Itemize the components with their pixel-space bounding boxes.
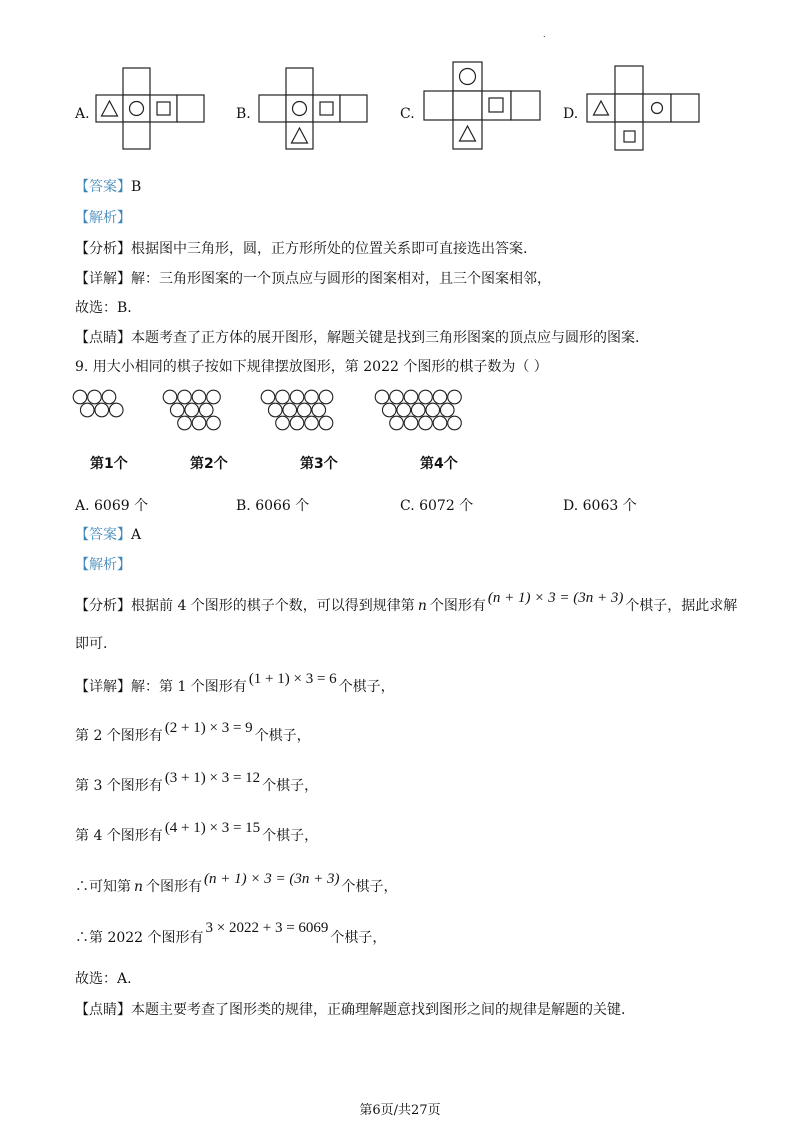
q9-answer-line — [75, 524, 141, 544]
q9-fenxi-end: 即可. — [75, 636, 108, 652]
q9-line6 — [75, 920, 387, 947]
q8-xiangjie-line — [75, 268, 551, 288]
q9-option-a: A. 6069 个 — [75, 498, 149, 514]
line2-text: 第 2 个图形有 — [75, 728, 163, 744]
fenxi-text: 根据图中三角形，圆，正方形所处的位置关系即可直接选出答案. — [131, 241, 528, 257]
q9-option-b: B. 6066 个 — [236, 498, 310, 514]
q9-line3 — [75, 770, 319, 795]
chess-piece — [397, 403, 411, 417]
formula: (1 + 1) × 3 = 6 — [248, 671, 337, 687]
var-n: n — [134, 879, 144, 895]
chess-piece — [178, 390, 192, 404]
chess-piece — [283, 403, 297, 417]
formula: (n + 1) × 3 = (3n + 3) — [487, 590, 624, 606]
chess-piece — [276, 390, 290, 404]
q9-stem: 9. 用大小相同的棋子按如下规律摆放图形，第 2022 个图形的棋子数为（ ） — [75, 359, 548, 375]
chess-piece — [185, 403, 199, 417]
line4-text: 第 4 个图形有 — [75, 828, 163, 844]
xiangjie-text: 解：三角形图案的一个顶点应与圆形的图案相对，且三个图案相邻， — [131, 271, 551, 287]
chess-piece — [419, 416, 433, 430]
xiangjie-tag: 【详解】 — [75, 679, 131, 695]
answer-value: A — [131, 527, 142, 543]
chess-piece — [170, 403, 184, 417]
chess-piece — [426, 403, 440, 417]
fenxi-text-b: 个图形有 — [429, 598, 486, 614]
line6-end: 个棋子， — [330, 930, 387, 946]
chess-piece — [268, 403, 282, 417]
dianjing-text: 本题考查了正方体的展开图形，解题关键是找到三角形图案的顶点应与圆形的图案. — [131, 330, 640, 346]
option-c-net — [424, 62, 544, 154]
chess-piece — [382, 403, 396, 417]
formula: (2 + 1) × 3 = 9 — [164, 720, 253, 736]
chess-piece — [290, 390, 304, 404]
chess-piece — [448, 416, 462, 430]
chess-piece — [305, 390, 319, 404]
line5-text: ∴可知第 — [75, 879, 131, 895]
pattern-figure-3 — [261, 390, 333, 430]
chess-piece — [102, 390, 116, 404]
q8-dianjing-line — [75, 327, 639, 347]
chess-piece — [73, 390, 87, 404]
q9-analysis-tag: 【解析】 — [75, 557, 131, 573]
option-c-label: C. — [400, 106, 415, 122]
chess-piece — [319, 390, 333, 404]
dianjing-text: 本题主要考查了图形类的规律，正确理解题意找到图形之间的规律是解题的关键. — [131, 1002, 626, 1018]
chess-piece — [390, 416, 404, 430]
line6-text: ∴第 2022 个图形有 — [75, 930, 204, 946]
chess-piece — [88, 390, 102, 404]
option-d-label: D. — [563, 106, 579, 122]
answer-tag: 【答案】 — [75, 527, 131, 543]
q8-fenxi-line — [75, 238, 527, 258]
fenxi-tag: 【分析】 — [75, 598, 131, 614]
option-b-label: B. — [236, 106, 251, 122]
line1-end: 个棋子， — [338, 679, 395, 695]
chess-piece — [312, 403, 326, 417]
figure-caption-4: 第4个 — [420, 456, 458, 472]
fenxi-tag: 【分析】 — [75, 241, 131, 257]
xiangjie-tag: 【详解】 — [75, 271, 131, 287]
q9-line5 — [75, 871, 398, 896]
option-b-net — [259, 68, 369, 150]
chess-piece — [207, 390, 221, 404]
q9-option-d: D. 6063 个 — [563, 498, 637, 514]
q8-analysis-tag: 【解析】 — [75, 210, 131, 226]
pattern-figure-1 — [73, 390, 123, 417]
q9-line2 — [75, 720, 311, 745]
var-n: n — [417, 598, 427, 614]
page-footer: 第6页/共27页 — [359, 1103, 441, 1118]
q9-xiangjie-line1 — [75, 671, 395, 696]
chess-piece — [411, 403, 425, 417]
q9-dianjing-line — [75, 999, 625, 1019]
line3-text: 第 3 个图形有 — [75, 778, 163, 794]
chess-piece — [192, 390, 206, 404]
q9-option-c: C. 6072 个 — [400, 498, 474, 514]
q9-guxuan: 故选：A. — [75, 971, 132, 987]
fenxi-text-a: 根据前 4 个图形的棋子个数，可以得到规律第 — [131, 598, 415, 614]
q9-line4 — [75, 820, 319, 845]
chess-piece — [207, 416, 221, 430]
chess-piece — [178, 416, 192, 430]
chess-piece — [163, 390, 177, 404]
formula: (3 + 1) × 3 = 12 — [164, 770, 261, 786]
chess-piece — [404, 390, 418, 404]
chess-piece — [290, 416, 304, 430]
chess-piece — [404, 416, 418, 430]
q9-fenxi-line — [75, 590, 738, 615]
line1-text: 解：第 1 个图形有 — [131, 679, 247, 695]
formula: (4 + 1) × 3 = 15 — [164, 820, 261, 836]
chess-piece — [276, 416, 290, 430]
answer-value: B — [131, 179, 142, 195]
formula: 3 × 2022 + 3 = 6069 — [205, 920, 329, 936]
chess-piece — [319, 416, 333, 430]
chess-piece — [95, 403, 109, 417]
answer-tag: 【答案】 — [75, 179, 131, 195]
q8-guxuan: 故选：B. — [75, 300, 132, 316]
fenxi-text-c: 个棋子，据此求解 — [625, 598, 738, 614]
line4-end: 个棋子， — [262, 828, 319, 844]
line5-end: 个棋子， — [341, 879, 398, 895]
chess-piece — [433, 390, 447, 404]
chess-piece — [375, 390, 389, 404]
option-a-net — [96, 68, 206, 150]
page-dot: . — [543, 30, 546, 39]
option-d-net — [587, 66, 707, 156]
chess-piece — [199, 403, 213, 417]
pattern-figure-2 — [163, 390, 220, 430]
chess-piece — [390, 390, 404, 404]
dianjing-tag: 【点睛】 — [75, 330, 131, 346]
chess-piece — [192, 416, 206, 430]
figure-caption-3: 第3个 — [300, 456, 338, 472]
chess-piece — [419, 390, 433, 404]
chess-piece — [440, 403, 454, 417]
chess-piece — [448, 390, 462, 404]
chess-piece — [80, 403, 94, 417]
chess-piece — [261, 390, 275, 404]
chess-piece — [433, 416, 447, 430]
line3-end: 个棋子， — [262, 778, 319, 794]
line5-text-b: 个图形有 — [146, 879, 203, 895]
chess-piece — [109, 403, 123, 417]
figure-caption-2: 第2个 — [190, 456, 228, 472]
dianjing-tag: 【点睛】 — [75, 1002, 131, 1018]
chess-piece — [305, 416, 319, 430]
pattern-figure-4 — [375, 390, 461, 430]
formula: (n + 1) × 3 = (3n + 3) — [204, 871, 340, 887]
q8-answer-line — [75, 176, 141, 196]
line2-end: 个棋子， — [254, 728, 311, 744]
figure-caption-1: 第1个 — [90, 456, 128, 472]
chess-piece — [297, 403, 311, 417]
option-a-label: A. — [75, 106, 90, 122]
